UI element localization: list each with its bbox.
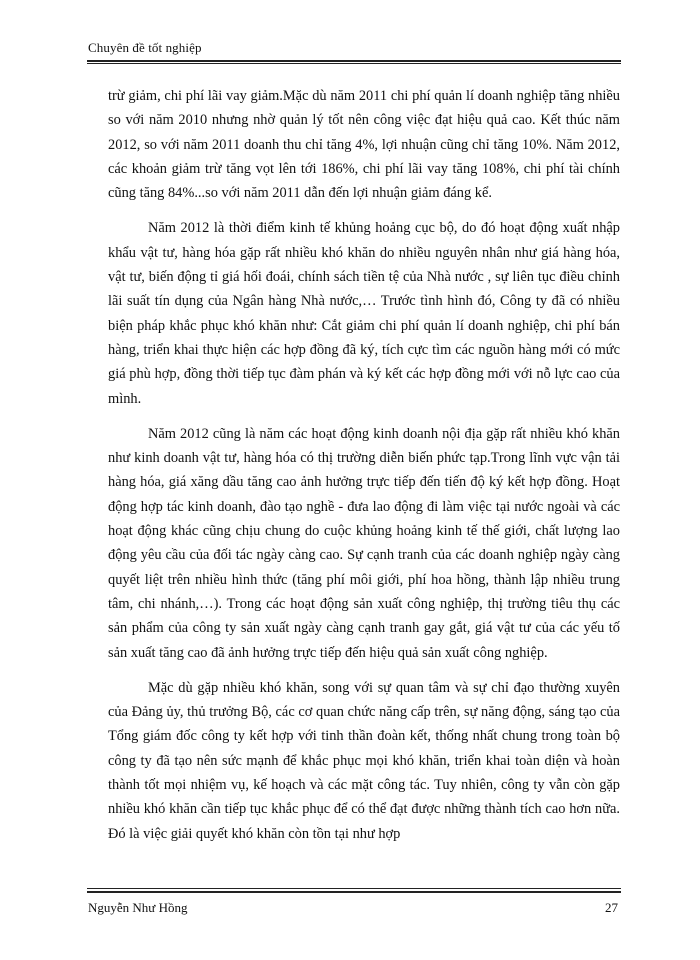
footer-divider: [87, 891, 621, 893]
paragraph-4: Mặc dù gặp nhiều khó khăn, song với sự quan tâm và sự chỉ đạo thường xuyên của Đảng ủy, thủ trưởng Bộ, các cơ quan chức năng cấp trên, sự năng động, sáng tạo của Tổng giám đốc công ty kết hợp với tinh thần đoàn kết, thống nhất chung trong toàn bộ công ty đã tạo nên sức mạnh để khắc phục mọi khó khăn, triển khai toàn diện và hoàn thành tốt mọi nhiệm vụ, kế hoạch và các mặt công tác. Tuy nhiên, công ty vẫn còn gặp nhiều khó khăn cần tiếp tục khắc phục để có thể đạt được những thành tích cao hơn nữa. Đó là việc giải quyết khó khăn còn tồn tại như hợp: [108, 679, 620, 842]
page-header-title: Chuyên đề tốt nghiệp: [88, 40, 202, 55]
paragraph-3: Năm 2012 cũng là năm các hoạt động kinh doanh nội địa gặp rất nhiều khó khăn như kinh doanh vật tư, hàng hóa có thị trường diễn biến phức tạp.Trong lĩnh vực vận tải hàng hóa, giá xăng dầu tăng cao ảnh hưởng trực tiếp đến tiến độ ký kết hợp đồng. Hoạt động hợp tác kinh doanh, đào tạo nghề - đưa lao động đi làm việc tại nước ngoài và các hoạt động khác cũng chịu chung do cuộc khủng hoảng kinh tế thế giới, chất lượng lao động yêu cầu của đối tác ngày càng cao. Sự cạnh tranh của các doanh nghiệp ngày càng quyết liệt trên nhiều hình thức (tăng phí môi giới, phí hoa hồng, thành lập nhiều trung tâm, chi nhánh,…). Trong các hoạt động sản xuất công nghiệp, thị trường tiêu thụ các sản phẩm của công ty sản xuất ngày càng cạnh tranh gay gắt, giá vật tư của các yếu tố sản xuất tăng cao đã ảnh hưởng trực tiếp đến hiệu quả sản xuất công nghiệp.: [108, 425, 620, 661]
paragraph-2: Năm 2012 là thời điểm kinh tế khủng hoảng cục bộ, do đó hoạt động xuất nhập khẩu vật tư, hàng hóa gặp rất nhiều khó khăn do nhiều nguyên nhân như giá hàng hóa, vật tư, biến động tỉ giá hối đoái, chính sách tiền tệ của Nhà nước , sự liên tục điều chỉnh lãi suất tín dụng của Ngân hàng Nhà nước,… Trước tình hình đó, Công ty đã có nhiều biện pháp khắc phục khó khăn như: Cắt giảm chi phí quản lí doanh nghiệp, chi phí bán hàng, triển khai thực hiện các hợp đồng đã ký, tích cực tìm các nguồn hàng mới có mức giá phù hợp, đồng thời tiếp tục đàm phán và ký kết các hợp đồng mới với nỗ lực cao của mình.: [108, 220, 620, 407]
footer-author: Nguyễn Như Hồng: [88, 900, 188, 915]
header-divider-thin: [87, 63, 621, 64]
document-body: [108, 84, 620, 857]
paragraph-1: trừ giảm, chi phí lãi vay giảm.Mặc dù năm 2011 chi phí quản lí doanh nghiệp tăng nhiều so với năm 2010 nhưng nhờ quản lý tốt nên công việc đạt hiệu quả cao. Kết thúc năm 2012, so với năm 2011 doanh thu chỉ tăng 4%, lợi nhuận cũng chỉ tăng 10%. Năm 2012, các khoản giảm trừ tăng vọt lên tới 186%, chi phí lãi vay tăng 108%, chi phí tài chính cũng tăng 84%...so với năm 2011 dẫn đến lợi nhuận giảm đáng kể.: [108, 88, 620, 202]
header-divider: [87, 60, 621, 62]
footer-divider-thin: [87, 888, 621, 889]
page-number: 27: [605, 900, 618, 915]
